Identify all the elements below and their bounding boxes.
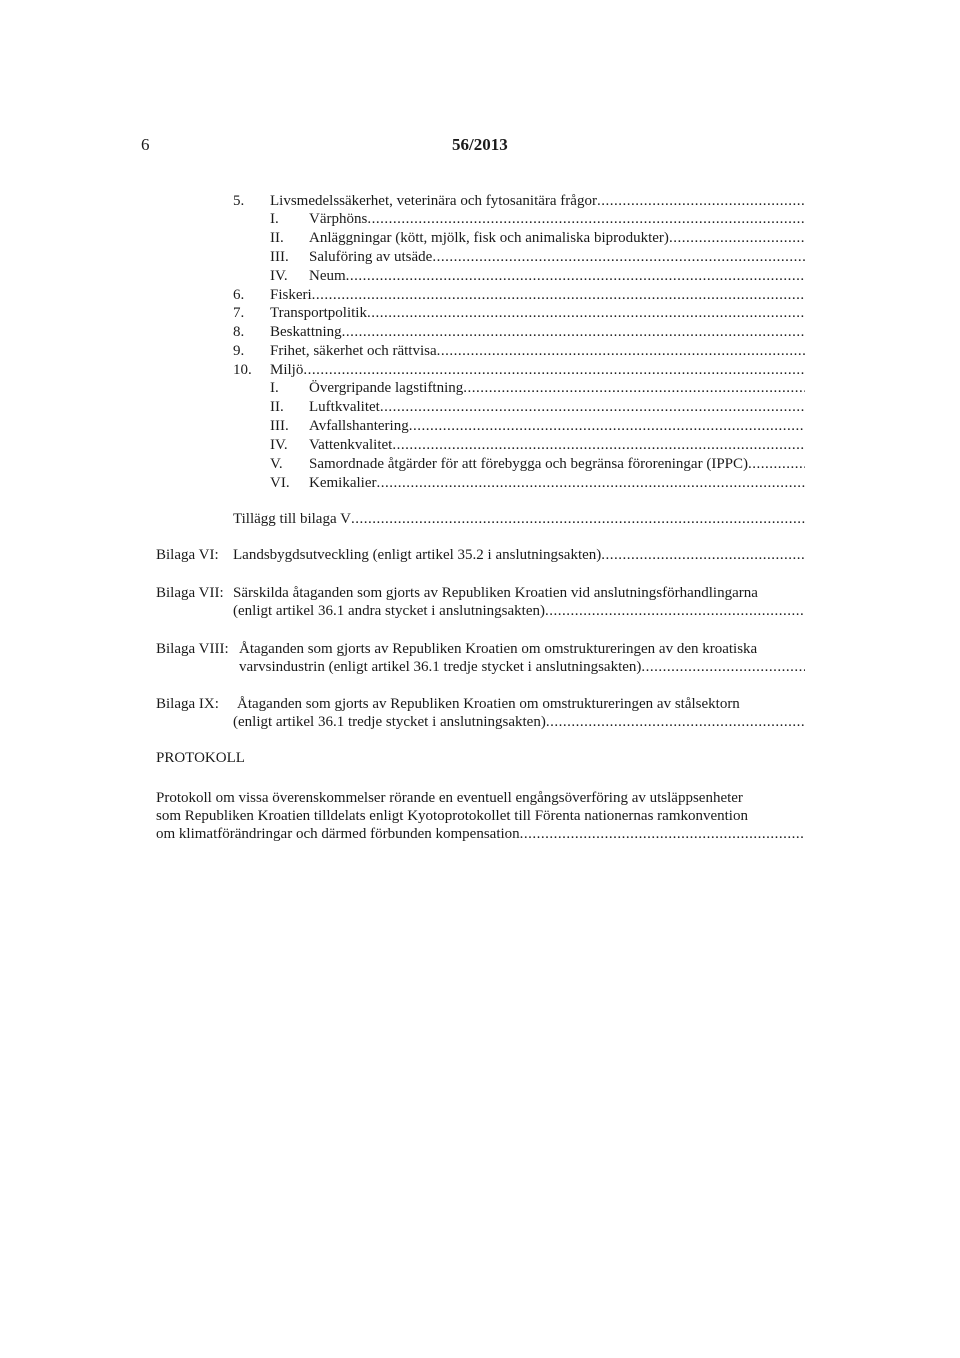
dot-leader [367, 210, 805, 228]
toc-entry-title: Frihet, säkerhet och rättvisa [270, 343, 437, 359]
toc-entry-title: Transportpolitik [270, 305, 367, 321]
annex-label: Bilaga IX: [156, 696, 219, 712]
toc-entry-5[interactable] [233, 192, 805, 210]
annex-label: Bilaga VI: [156, 547, 219, 563]
annex-title: Åtaganden som gjorts av Republiken Kroatien om omstruktureringen av den kroatiska [239, 641, 758, 657]
toc-entry-10-v[interactable] [270, 455, 805, 473]
toc-entry-number: 5. [233, 193, 245, 209]
toc-entry-5-iv[interactable] [270, 267, 805, 285]
dot-leader [669, 229, 805, 247]
toc-entry-number: IV. [270, 437, 288, 453]
toc-entry-number: IV. [270, 268, 288, 284]
toc-entry-number: V. [270, 456, 283, 472]
dot-leader [597, 192, 805, 210]
toc-entry-number: 9. [233, 343, 245, 359]
toc-entry-title: Neum [309, 268, 346, 284]
toc-entry-9[interactable] [233, 342, 805, 360]
protocol-title-line-3: om klimatförändringar och därmed förbunden kompensation [156, 826, 520, 842]
annex-entry-vi[interactable] [156, 546, 805, 564]
protocol-title-line-1: Protokoll om vissa överenskommelser rörande en eventuell engångsöverföring av utsläppsenheter [156, 790, 743, 806]
annex-title: Särskilda åtaganden som gjorts av Republiken Kroatien vid anslutningsförhandlingarna [233, 585, 758, 601]
page-number: 6 [141, 135, 150, 154]
dot-leader [641, 658, 805, 676]
toc-entry-10-i[interactable] [270, 379, 805, 397]
protocol-entry[interactable] [156, 789, 805, 843]
toc-entry-10-ii[interactable] [270, 398, 805, 416]
toc-entry-title: Anläggningar (kött, mjölk, fisk och animaliska biprodukter) [309, 230, 669, 246]
annex-label: Bilaga VII: [156, 585, 224, 601]
toc-entry-5-ii[interactable] [270, 229, 805, 247]
dot-leader [367, 304, 805, 322]
toc-entry-number: I. [270, 211, 279, 227]
dot-leader [376, 474, 805, 492]
dot-leader [346, 267, 805, 285]
toc-entry-5-i[interactable] [270, 210, 805, 228]
dot-leader [380, 398, 805, 416]
dot-leader [463, 379, 805, 397]
toc-entry-6[interactable] [233, 286, 805, 304]
annex-label: Bilaga VIII: [156, 641, 229, 657]
toc-entry-number: I. [270, 380, 279, 396]
dot-leader [392, 436, 805, 454]
annex-title: Landsbygdsutveckling (enligt artikel 35.2 i anslutningsakten) [233, 547, 602, 563]
toc-entry-title: Luftkvalitet [309, 399, 380, 415]
dot-leader [351, 510, 805, 528]
toc-entry-10-iii[interactable] [270, 417, 805, 435]
toc-entry-number: II. [270, 399, 284, 415]
toc-entry-title: Vattenkvalitet [309, 437, 393, 453]
protocol-title-line-2: som Republiken Kroatien tilldelats enligt Kyotoprotokollet till Förenta nationernas ramkonvention [156, 808, 748, 824]
document-reference: 56/2013 [452, 135, 508, 154]
dot-leader [545, 602, 805, 620]
toc-entry-number: VI. [270, 475, 290, 491]
dot-leader [303, 361, 805, 379]
annex-title: Åtaganden som gjorts av Republiken Kroatien om omstruktureringen av stålsektorn [237, 696, 740, 712]
toc-entry-title: Tillägg till bilaga V [233, 511, 351, 527]
toc-entry-5-iii[interactable] [270, 248, 805, 266]
toc-entry-title: Värphöns [309, 211, 368, 227]
toc-entry-number: 10. [233, 362, 252, 378]
dot-leader [312, 286, 805, 304]
dot-leader [748, 455, 805, 473]
annex-title-continued: (enligt artikel 36.1 andra stycket i anslutningsakten) [233, 603, 545, 619]
toc-entry-number: II. [270, 230, 284, 246]
toc-entry-number: 7. [233, 305, 245, 321]
toc-entry-title: Saluföring av utsäde [309, 249, 433, 265]
toc-entry-title: Miljö [270, 362, 304, 378]
toc-entry-title: Fiskeri [270, 287, 312, 303]
protocol-heading: PROTOKOLL [156, 750, 245, 766]
toc-entry-title: Beskattning [270, 324, 342, 340]
toc-entry-8[interactable] [233, 323, 805, 341]
dot-leader [432, 248, 805, 266]
dot-leader [409, 417, 805, 435]
toc-entry-tillagg[interactable] [233, 510, 805, 528]
toc-entry-7[interactable] [233, 304, 805, 322]
toc-entry-title: Livsmedelssäkerhet, veterinära och fytosanitära frågor [270, 193, 597, 209]
dot-leader [437, 342, 805, 360]
annex-entry-viii[interactable] [156, 640, 805, 676]
dot-leader [520, 825, 805, 843]
toc-entry-10-vi[interactable] [270, 474, 805, 492]
dot-leader [342, 323, 805, 341]
toc-entry-number: 6. [233, 287, 245, 303]
toc-entry-10-iv[interactable] [270, 436, 805, 454]
toc-entry-title: Kemikalier [309, 475, 377, 491]
toc-entry-10[interactable] [233, 361, 805, 379]
toc-entry-number: III. [270, 249, 289, 265]
toc-entry-title: Övergripande lagstiftning [309, 380, 464, 396]
toc-entry-title: Samordnade åtgärder för att förebygga och begränsa föroreningar (IPPC) [309, 456, 748, 472]
dot-leader [601, 546, 805, 564]
annex-entry-ix[interactable] [156, 695, 805, 731]
toc-entry-number: III. [270, 418, 289, 434]
annex-entry-vii[interactable] [156, 584, 805, 620]
dot-leader [546, 713, 805, 731]
annex-title-continued: varvsindustrin (enligt artikel 36.1 tredje stycket i anslutningsakten) [239, 659, 642, 675]
annex-title-continued: (enligt artikel 36.1 tredje stycket i anslutningsakten) [233, 714, 546, 730]
toc-entry-number: 8. [233, 324, 245, 340]
toc-entry-title: Avfallshantering [309, 418, 409, 434]
